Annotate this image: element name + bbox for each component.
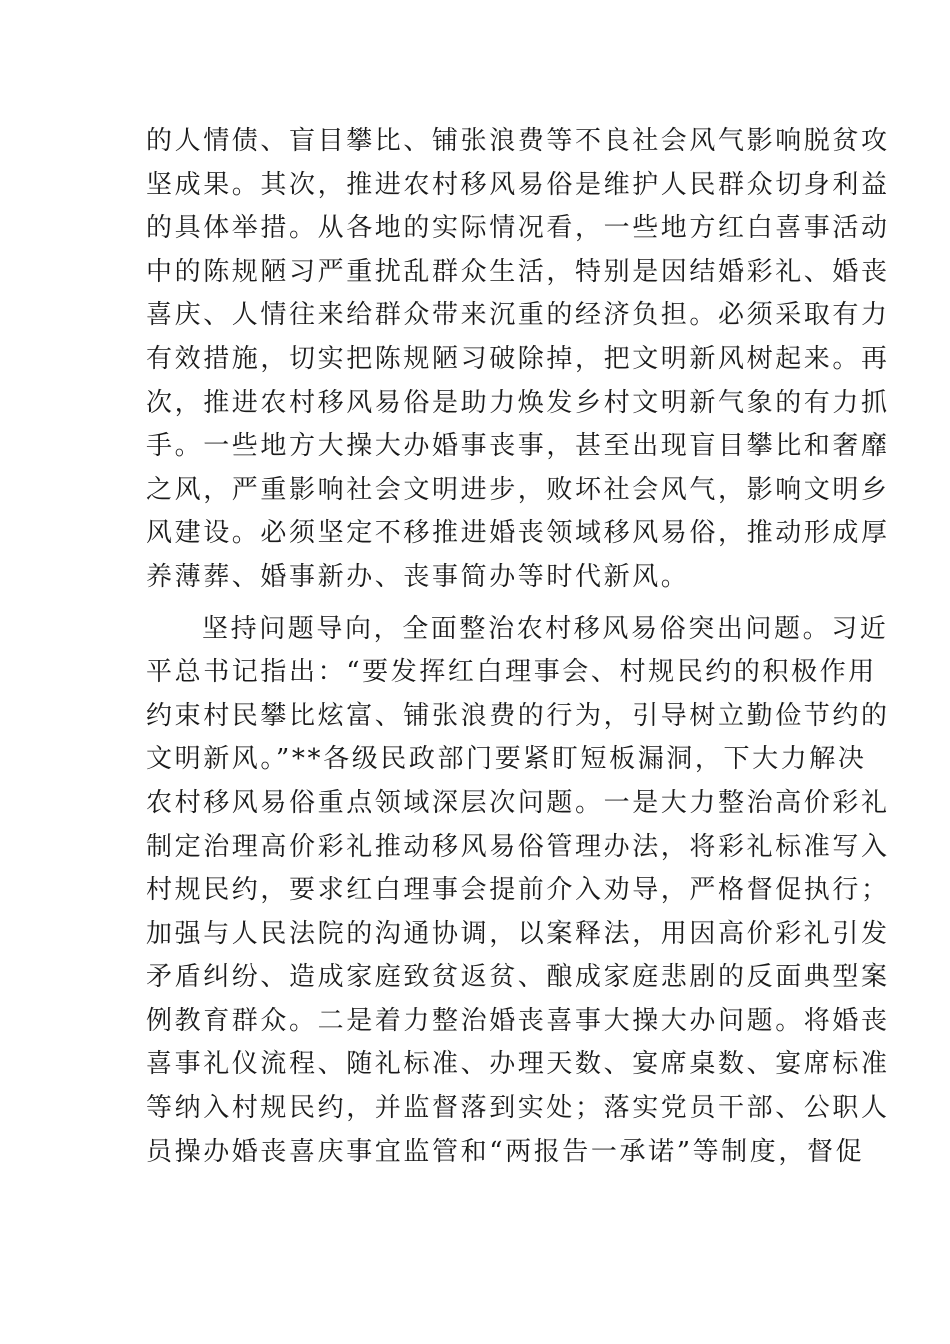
document-body: [146, 120, 890, 1174]
paragraph-1: [146, 120, 890, 600]
text-line: 员操办婚丧喜庆事宜监管和“两报告一承诺”等制度，督促: [146, 1136, 865, 1167]
text-line: 次，推进农村移风易俗是助力焕发乡村文明新气象的有力抓: [146, 387, 890, 418]
text-line: 坚成果。其次，推进农村移风易俗是维护人民群众切身利益: [146, 169, 890, 200]
text-line: 之风，严重影响社会文明进步，败坏社会风气，影响文明乡: [146, 474, 890, 505]
text-line: 的具体举措。从各地的实际情况看，一些地方红白喜事活动: [146, 213, 890, 244]
text-line: 约束村民攀比炫富、铺张浪费的行为，引导树立勤俭节约的: [146, 700, 890, 731]
text-line: 文明新风。”**各级民政部门要紧盯短板漏洞，下大力解决: [146, 744, 867, 775]
text-line: 的人情债、盲目攀比、铺张浪费等不良社会风气影响脱贫攻: [146, 126, 890, 156]
text-line: 农村移风易俗重点领域深层次问题。一是大力整治高价彩礼: [146, 787, 890, 818]
text-line: 手。一些地方大操大办婚事丧事，甚至出现盲目攀比和奢靡: [146, 431, 890, 462]
text-line: 有效措施，切实把陈规陋习破除掉，把文明新风树起来。再: [146, 343, 890, 374]
text-line: 养薄葬、婚事新办、丧事简办等时代新风。: [146, 561, 690, 592]
text-line: 平总书记指出：“要发挥红白理事会、村规民约的积极作用: [146, 657, 877, 688]
text-line: 等纳入村规民约，并监督落到实处；落实党员干部、公职人: [146, 1093, 890, 1124]
text-line: 坚持问题导向，全面整治农村移风易俗突出问题。习近: [202, 613, 889, 644]
text-line: 喜事礼仪流程、随礼标准、办理天数、宴席桌数、宴席标准: [146, 1049, 890, 1080]
text-line: 喜庆、人情往来给群众带来沉重的经济负担。必须采取有力: [146, 300, 890, 331]
text-line: 中的陈规陋习严重扰乱群众生活，特别是因结婚彩礼、婚丧: [146, 256, 890, 287]
text-line: 矛盾纠纷、造成家庭致贫返贫、酿成家庭悲剧的反面典型案: [146, 962, 890, 993]
text-line: 制定治理高价彩礼推动移风易俗管理办法，将彩礼标准写入: [146, 831, 890, 862]
text-line: 风建设。必须坚定不移推进婚丧领域移风易俗，推动形成厚: [146, 518, 890, 549]
text-line: 例教育群众。二是着力整治婚丧喜事大操大办问题。将婚丧: [146, 1005, 890, 1036]
text-line: 加强与人民法院的沟通协调，以案释法，用因高价彩礼引发: [146, 918, 890, 949]
text-line: 村规民约，要求红白理事会提前介入劝导，严格督促执行；: [146, 875, 890, 906]
paragraph-2: [146, 608, 890, 1175]
